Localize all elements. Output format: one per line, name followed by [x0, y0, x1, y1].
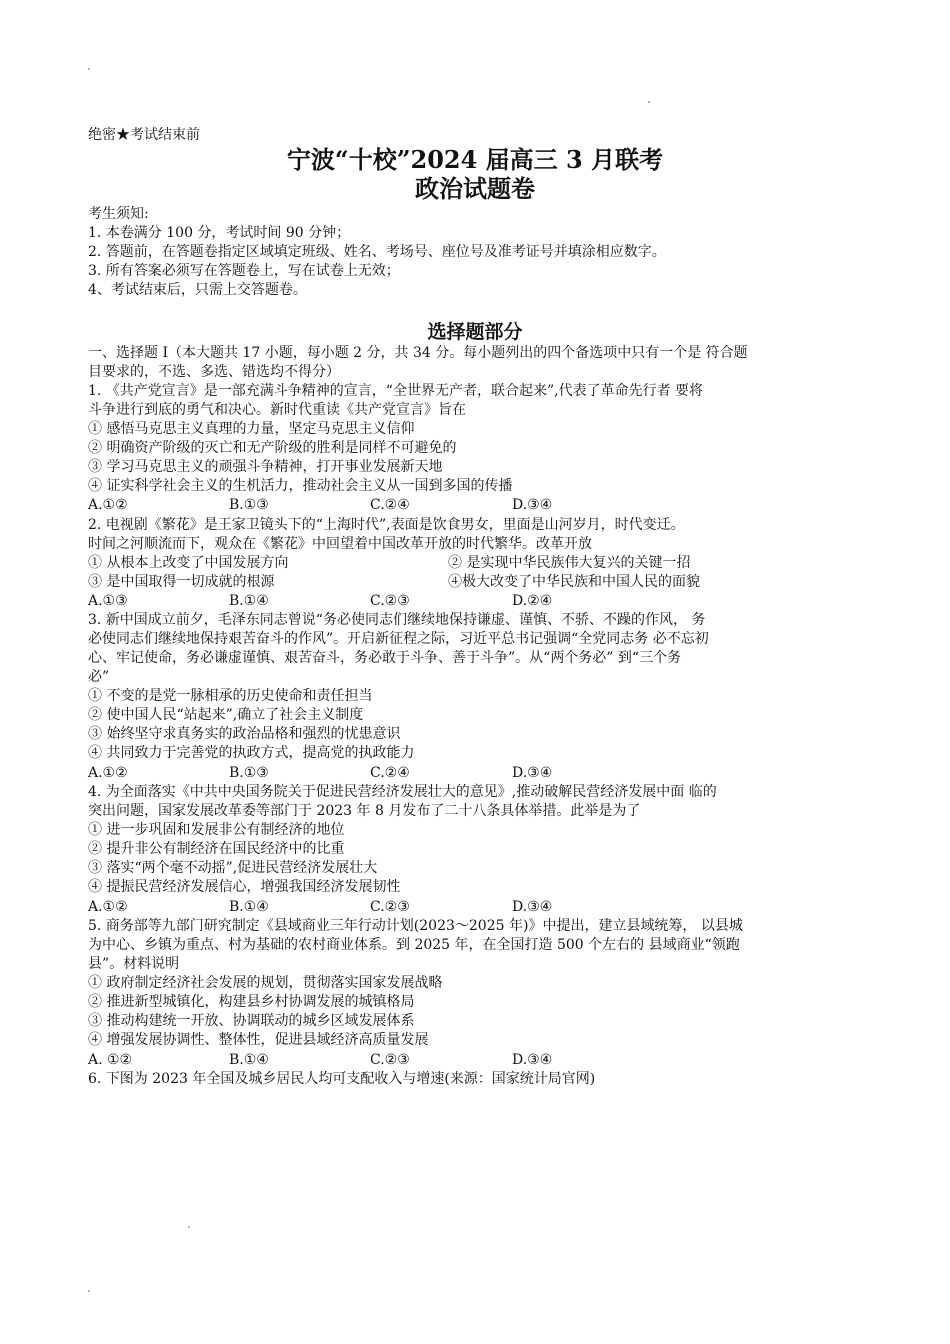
- question-2-option: ① 从根本上改变了中国发展方向: [88, 555, 289, 571]
- scan-dot: [88, 68, 90, 70]
- confidential-label: 绝密★考试结束前: [88, 127, 200, 143]
- question-1-option: ④ 证实科学社会主义的生机活力，推动社会主义从一国到多国的传播: [88, 478, 513, 494]
- question-6-stem: 6. 下图为 2023 年全国及城乡居民人均可支配收入与增速(来源：国家统计局官网): [88, 1071, 596, 1087]
- exam-subtitle: 政治试题卷: [415, 174, 535, 203]
- question-3-option: ③ 始终坚守求真务实的政治品格和强烈的忧患意识: [88, 726, 401, 742]
- scan-dot: [648, 101, 650, 103]
- scan-dot: [88, 1290, 90, 1292]
- figure-placeholder: [88, 1100, 858, 1220]
- question-3-option: ① 不变的是党一脉相承的历史使命和责任担当: [88, 688, 373, 704]
- question-5-option: ③ 推动构建统一开放、协调联动的城乡区域发展体系: [88, 1013, 415, 1029]
- question-1-answer-d: D.③④: [512, 497, 553, 513]
- question-4-option: ② 提升非公有制经济在国民经济中的比重: [88, 841, 345, 857]
- question-2-stem: 2. 电视剧《繁花》是王家卫镜头下的“上海时代”,表面是饮食男女，里面是山河岁月，时代变迁。: [88, 517, 685, 533]
- question-2-answer-a: A.①③: [88, 593, 128, 609]
- notice-item: 2. 答题前，在答题卷指定区域填定班级、姓名、考场号、座位号及准考证号并填涂相应数字。: [88, 244, 666, 260]
- question-2-option: ② 是实现中华民族伟大复兴的关键一招: [448, 555, 691, 571]
- question-3-answer-b: B.①③: [229, 765, 269, 781]
- question-5-answer-c: C.②③: [370, 1052, 410, 1068]
- question-4-answer-d: D.③④: [512, 899, 553, 915]
- notice-item: 1. 本卷满分 100 分，考试时间 90 分钟；: [88, 225, 351, 241]
- question-5-option: ④ 增强发展协调性、整体性，促进县域经济高质量发展: [88, 1032, 429, 1048]
- exam-title: 宁波“十校”2024 届高三 3 月联考: [286, 145, 664, 174]
- question-5-option: ① 政府制定经济社会发展的规划，贯彻落实国家发展战略: [88, 975, 443, 991]
- question-3-stem: 心、牢记使命，务必谦虚谨慎、艰苦奋斗，务必敢于斗争、善于斗争”。从“两个务必” 到“三个务: [88, 650, 682, 666]
- question-3-stem: 3. 新中国成立前夕，毛泽东同志曾说“务必使同志们继续地保持谦虚、谨慎、不骄、不躁的作风， 务: [88, 612, 706, 628]
- question-1-option: ③ 学习马克思主义的顽强斗争精神，打开事业发展新天地: [88, 459, 443, 475]
- question-2-option: ③ 是中国取得一切成就的根源: [88, 574, 275, 590]
- scan-dot: [188, 1226, 190, 1228]
- question-3-answer-a: A.①②: [88, 765, 128, 781]
- question-5-answer-b: B.①④: [229, 1052, 269, 1068]
- question-5-answer-a: A. ①②: [88, 1052, 133, 1068]
- question-5-stem: 县”。材料说明: [88, 956, 180, 972]
- question-4-option: ① 进一步巩固和发展非公有制经济的地位: [88, 822, 345, 838]
- notice-item: 3. 所有答案必须写在答题卷上，写在试卷上无效；: [88, 263, 400, 279]
- question-2-option: ④极大改变了中华民族和中国人民的面貌: [448, 574, 700, 590]
- question-4-stem: 4. 为全面落实《中共中央国务院关于促进民营经济发展壮大的意见》,推动破解民营经济发展中面 临的: [88, 784, 717, 800]
- question-2-stem: 时间之河顺流而下，观众在《繁花》中回望着中国改革开放的时代繁华。改革开放: [88, 536, 592, 552]
- question-1-stem: 斗争进行到底的勇气和决心。新时代重读《共产党宣言》旨在: [88, 402, 466, 418]
- section-title: 选择题部分: [427, 321, 523, 343]
- question-2-answer-c: C.②③: [370, 593, 410, 609]
- question-2-answer-b: B.①④: [229, 593, 269, 609]
- question-4-stem: 突出问题，国家发展改革委等部门于 2023 年 8 月发布了二十八条具体举措。此举是为了: [88, 803, 641, 819]
- question-4-answer-c: C.②③: [370, 899, 410, 915]
- question-2-answer-d: D.②④: [512, 593, 553, 609]
- question-4-answer-a: A.①②: [88, 899, 128, 915]
- section-intro: 目要求的，不选、多选、错选均不得分）: [88, 364, 340, 380]
- question-1-option: ② 明确资产阶级的灭亡和无产阶级的胜利是同样不可避免的: [88, 440, 457, 456]
- notice-heading: 考生须知:: [88, 206, 149, 222]
- question-4-option: ④ 提振民营经济发展信心，增强我国经济发展韧性: [88, 879, 401, 895]
- question-1-answer-c: C.②④: [370, 497, 410, 513]
- question-5-answer-d: D.③④: [512, 1052, 553, 1068]
- notice-item: 4、考试结束后，只需上交答题卷。: [88, 282, 307, 298]
- question-1-answer-a: A.①②: [88, 497, 128, 513]
- question-1-stem: 1. 《共产党宣言》是一部充满斗争精神的宣言，“全世界无产者，联合起来”,代表了革命先行者 要将: [88, 383, 704, 399]
- section-intro: 一、选择题 I（本大题共 17 小题，每小题 2 分，共 34 分。每小题列出的四个备选项中只有一个是 符合题: [88, 345, 748, 361]
- question-3-stem: 必使同志们继续地保持艰苦奋斗的作风”。开启新征程之际，习近平总书记强调“全党同志务 必不忘初: [88, 631, 709, 647]
- question-1-answer-b: B.①③: [229, 497, 269, 513]
- question-5-option: ② 推进新型城镇化，构建县乡村协调发展的城镇格局: [88, 994, 415, 1010]
- question-3-answer-c: C.②④: [370, 765, 410, 781]
- question-1-option: ① 感悟马克思主义真理的力量，坚定马克思主义信仰: [88, 421, 415, 437]
- question-4-answer-b: B.①④: [229, 899, 269, 915]
- question-3-option: ② 使中国人民“站起来”,确立了社会主义制度: [88, 707, 364, 723]
- question-5-stem: 5. 商务部等九部门研究制定《县域商业三年行动计划(2023～2025 年)》中提出，建立县域统筹， 以县城: [88, 918, 743, 934]
- question-3-answer-d: D.③④: [512, 765, 553, 781]
- question-3-option: ④ 共同致力于完善党的执政方式，提高党的执政能力: [88, 745, 415, 761]
- question-4-option: ③ 落实“两个毫不动摇”,促进民营经济发展壮大: [88, 860, 378, 876]
- question-5-stem: 为中心、乡镇为重点、村为基础的农村商业体系。到 2025 年，在全国打造 500 个左右的 县域商业“领跑: [88, 937, 740, 953]
- question-3-stem: 必”: [88, 669, 110, 685]
